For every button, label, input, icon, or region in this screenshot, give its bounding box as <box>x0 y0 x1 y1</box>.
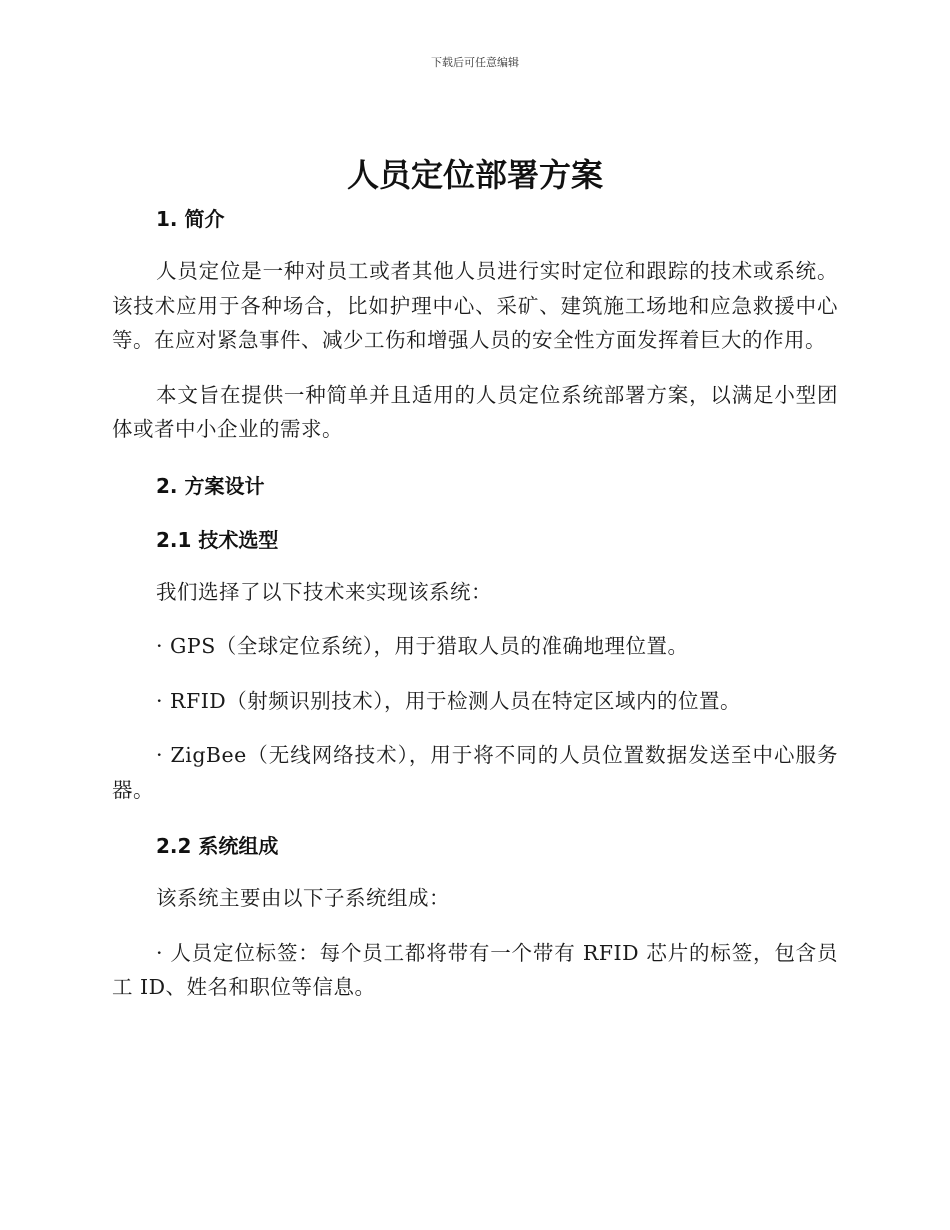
subsection-heading-tech: 2.1 技术选型 <box>156 527 279 552</box>
paragraph-composition-intro: 该系统主要由以下子系统组成： <box>156 886 450 910</box>
section-heading-intro: 1. 简介 <box>156 207 225 231</box>
paragraph-intro-2: 本文旨在提供一种简单并且适用的人员定位系统部署方案，以满足小型团体或者中小企业的需求。 <box>112 382 838 441</box>
paragraph-tech-intro: 我们选择了以下技术来实现该系统： <box>156 579 492 604</box>
list-item-rfid: · RFID（射频识别技术），用于检测人员在特定区域内的位置。 <box>156 688 741 713</box>
list-item-zigbee: · ZigBee（无线网络技术），用于将不同的人员位置数据发送至中心服务器。 <box>112 743 838 802</box>
section-heading-design: 2. 方案设计 <box>156 473 265 498</box>
page-header-note: 下载后可任意编辑 <box>431 56 519 69</box>
paragraph-intro-1: 人员定位是一种对员工或者其他人员进行实时定位和跟踪的技术或系统。该技术应用于各种场合，比如护理中心、采矿、建筑施工场地和应急救援中心等。在应对紧急事件、减少工伤和增强人员的安全性方面发挥着巨大的作用。 <box>112 259 838 352</box>
subsection-heading-composition: 2.2 系统组成 <box>156 834 279 858</box>
list-item-gps: · GPS（全球定位系统），用于猎取人员的准确地理位置。 <box>156 634 689 658</box>
document-title: 人员定位部署方案 <box>346 156 603 194</box>
list-item-tag: · 人员定位标签：每个员工都将带有一个带有 RFID 芯片的标签，包含员工 ID、姓名和职位等信息。 <box>112 940 838 999</box>
document-body <box>112 200 838 1005</box>
